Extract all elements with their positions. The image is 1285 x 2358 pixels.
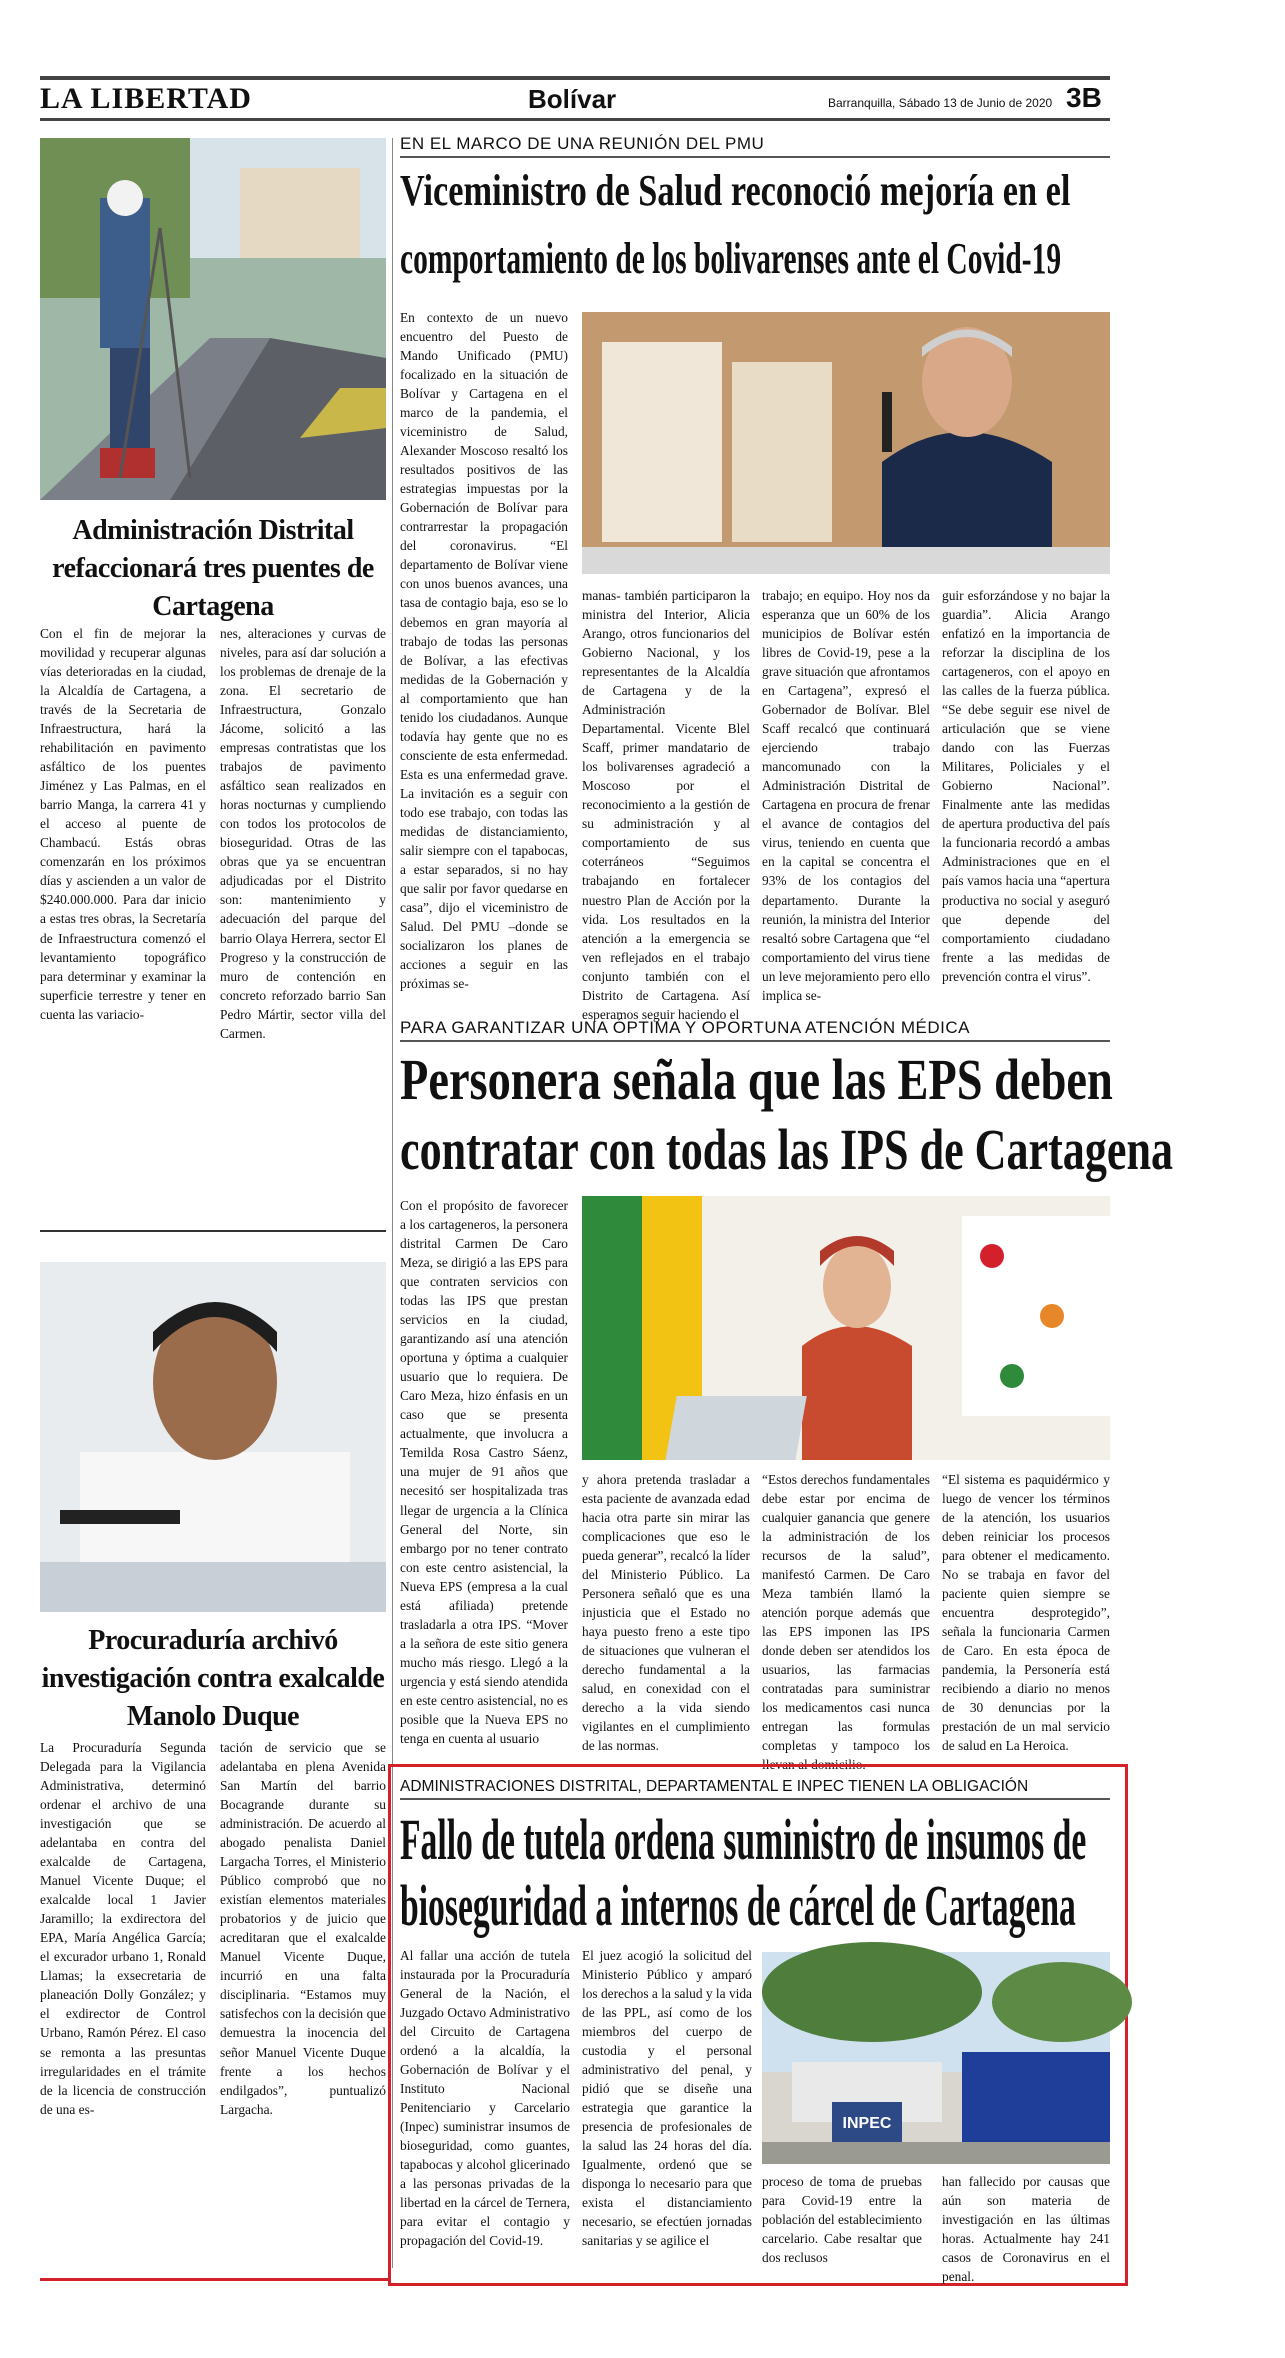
page-number: 3B: [1066, 82, 1102, 113]
story1-col2: manas- también participaron la ministra del Interior, Alicia Arango, otros funcionarios del Gobierno Nacional, y los representantes de la Alcaldía de Cartagena y de la Administración Departamental. Vicente Blel Scaff, primer mandatario de los bolivarenses agradeció a Moscoso por el reconocimiento a la gestión de su administración y al comportamiento de sus coterráneos “Seguimos trabajando en fortalecer nuestro Plan de Acción por la vida. Los resultados en la atención a la emergencia se ven reflejados en el trabajo conjunto también con el Distrito de Cartagena. Así esperamos seguir haciendo el: [582, 588, 750, 1022]
left-story1-col2: nes, alteraciones y curvas de niveles, para así dar solución a los problemas de drenaje de la zona. El secretario de Infraestructura, Gonzalo Jácome, solicitó a las empresas contratistas que los trabajos de pavimento asfáltico sean realizados en horas nocturnas y cumpliendo con todos los protocolos de bioseguridad. Otras de las obras que ya se encuentran adjudicadas por el Distrito son: mantenimiento y adecuación del parque del barrio Olaya Herrera, sector El Progreso y la construcción de muro de contención en concreto reforzado barrio San Pedro Mártir, sector villa del Carmen.: [220, 626, 386, 1041]
left-divider: [40, 1230, 386, 1232]
story3-headline-line2: bioseguridad a internos de cárcel de Cartagena: [400, 1873, 1076, 1938]
left-story2-col1: La Procuraduría Segunda Delegada para la Vigilancia Administrativa, determinó ordenar el archivo de una investigación que se adelantaba en contra del exalcalde de Cartagena, Manuel Vicente Duque; el exalcalde local 1 Javier Jaramillo; la exdirectora del EPA, María Angélica García; el excurador urbano 1, Ronald Llamas; la exsecretaria de planeación Dolly González; y el exdirector de Control Urbano, Ramón Pérez. El caso se remonta a las presuntas irregularidades en el trámite de la licencia de construcción de una es-: [40, 1740, 206, 2117]
story1-col3: trabajo; en equipo. Hoy nos da esperanza que un 60% de los municipios de Bolívar estén libres de Covid-19, pese a la grave situación que afrontamos en Cartagena”, expresó el Gobernador de Bolívar. Blel Scaff recalcó que continuará ejerciendo trabajo mancomunado con la Administración Distrital de Cartagena en procura de frenar el avance de contagios del virus, teniendo en cuenta que en la capital se concentra el 93% de los contagios del departamento. Durante la reunión, la ministra del Interior resaltó sobre Cartagena que “el comportamiento del virus tiene un leve mejoramiento pero ello implica se-: [762, 588, 930, 1003]
story2-headline-line1: Personera señala que las EPS deben: [400, 1047, 1113, 1112]
story2-col2: y ahora pretenda trasladar a esta paciente de avanzada edad hacia otra parte sin mirar las complicaciones que eso le pueda generar”, recalcó la líder del Ministerio Público. La Personera señaló que es una injusticia que el Estado no haya puesto freno a este tipo de situaciones que vulneran el derecho fundamental a la salud, en conexidad con el derecho a la vida siendo vigilantes en el cumplimiento de las normas.: [582, 1472, 750, 1754]
story3-col1: Al fallar una acción de tutela instaurada por la Procuraduría General de la Nación, el Juzgado Octavo Administrativo del Circuito de Cartagena ordenó a la alcaldía, la Gobernación de Bolívar y el Instituto Nacional Penitenciario y Carcelario (Inpec) suministrar insumos de bioseguridad, como guantes, tapabocas y alcohol glicerinado a las personas privadas de la libertad en la cárcel de Ternera, para evitar el contagio y propagación del Covid-19.: [400, 1948, 570, 2249]
inpec-sign: INPEC: [842, 2115, 892, 2132]
left-story2-col2: tación de servicio que se adelantaba en plena Avenida San Martín del barrio Bocagrande durante su administración. De acuerdo al abogado penalista Daniel Largacha Torres, el Ministerio Público comprobó que no existían elementos materiales probatorios y de juicio que acreditaran que el exalcalde Manuel Vicente Duque, incurrió en una falta disciplinaria. “Estamos muy satisfechos con la decisión que demuestra la inocencia del señor Manuel Vicente Duque frente a los hechos endilgados”, puntualizó Largacha.: [220, 1740, 386, 2117]
story1-kicker: EN EL MARCO DE UNA REUNIÓN DEL PMU: [400, 134, 1110, 158]
personera-photo: [582, 1196, 1110, 1460]
story2-kicker: PARA GARANTIZAR UNA ÓPTIMA Y OPORTUNA ATENCIÓN MÉDICA: [400, 1018, 1110, 1042]
ex-mayor-photo: [40, 1262, 386, 1612]
story2-col4: “El sistema es paquidérmico y luego de vencer los términos de la atención, los usuarios deben reiniciar los procesos para obtener el medicamento. No se trabaja en favor del paciente quien siempre se encuentra desprotegido”, señala la funcionaria Carmen de Caro. En esta época de pandemia, la Personería está recibiendo a diario no menos de 30 denuncias por la prestación de un mal servicio de salud en La Heroica.: [942, 1472, 1110, 1754]
viceminister-photo: [582, 312, 1110, 574]
story2-intro-col: Con el propósito de favorecer a los cartageneros, la personera distrital Carmen De Caro Meza, se dirigió a las EPS para que contraten servicios con todas las IPS que prestan servicios en la ciudad, garantizando así una atención oportuna y óptima a cualquier usuario que lo requiera. De Caro Meza, hizo énfasis en un caso que se presenta actualmente, que involucra a Temilda Rosa Castro Sáenz, una mujer de 91 años que necesitó ser hospitalizada tras llegar de urgencia a la Clínica General del Norte, sin embargo por no tener contrato con este centro asistencial, la Nueva EPS (empresa a la cual está afiliada) pretende trasladarla a otra IPS. “Mover a la señora de este sitio genera mucho más riesgo. Llegó a la urgencia y está siendo atendida en este centro asistencial, no es posible que la Nueva EPS no tenga en cuenta al usuario: [400, 1198, 568, 1746]
section-name: Bolívar: [528, 84, 617, 114]
story2-col3: “Estos derechos fundamentales debe estar por encima de cualquier ganancia que genere la administración de los recursos de la salud”, manifestó Carmen. De Caro Meza también llamó la atención porque además que las EPS imponen las IPS donde deben ser atendidos los usuarios, las farmacias contratadas para suministrar los medicamentos casi nunca entregan las formulas completas y tampoco los llevan al domicilio.: [762, 1472, 930, 1773]
left-story1-col1: Con el fin de mejorar la movilidad y recuperar algunas vías deterioradas en la ciudad, la Alcaldía de Cartagena, a través de la Secretaria de Infraestructura, hará la rehabilitación en pavimento asfáltico de los puentes Jiménez y Las Palmas, en el barrio Manga, la carrera 41 y el acceso al puente de Chambacú. Estás obras comenzarán en los próximos días y ascienden a un valor de $240.000.000. Para dar inicio a estas tres obras, la Secretaría de Infraestructura comenzó el levantamiento topográfico para determinar y examinar la superficie terrestre y tener en cuenta las variacio-: [40, 626, 206, 1022]
bridge-survey-photo: [40, 138, 386, 500]
story1-headline-line2: comportamiento de los bolivarenses ante el Covid-19: [400, 234, 1062, 283]
left-story2-headline: Procuraduría archivó investigación contra exalcalde Manolo Duque: [41, 1625, 385, 1732]
story1-intro-col: En contexto de un nuevo encuentro del Puesto de Mando Unificado (PMU) focalizado en la situación de Bolívar y Cartagena en el marco de la pandemia, el viceministro de Salud, Alexander Moscoso resaltó los resultados positivos de las estrategias impuestas por la Gobernación de Bolívar para contrarrestar la propagación del coronavirus. “El departamento de Bolívar viene con unos buenos avances, una tasa de contagio baja, eso se lo debemos en gran mayoría al trabajo de todas las personas de Bolívar, a las efectivas medidas de la Gobernación y al comportamiento que han tenido los ciudadanos. Aunque todavía hay gente que no es consciente de esta enfermedad. Esta es una enfermedad grave. La invitación es a seguir con todo ese trabajo, con todas las medidas de distanciamiento, salir siempre con el tapabocas, a estar separados, si no hay que salir por favor quedarse en casa”, dijo el viceministro de Salud. Del PMU –donde se socializaron los planes de acciones a seguir en las próximas se-: [400, 310, 568, 992]
left-story1-headline: Administración Distrital refaccionará tres puentes de Cartagena: [52, 515, 374, 622]
story3-col2: El juez acogió la solicitud del Ministerio Público y amparó los derechos a la salud y la vida de las PPL, así como de los miembros del cuerpo de custodia y el personal administrativo del penal, y pidió que se diseñe una estrategia que garantice la presencia de profesionales de la salud las 24 horas del día. Igualmente, ordenó que se disponga lo necesario para que exista el distanciamiento necesario, se efectúen jornadas sanitarias y se agilice el: [582, 1948, 752, 2249]
story2-headline-line2: contratar con todas las IPS de Cartagena: [400, 1117, 1174, 1182]
story3-kicker: ADMINISTRACIONES DISTRITAL, DEPARTAMENTAL E INPEC TIENEN LA OBLIGACIÓN: [400, 1778, 1110, 1800]
story1-col4: guir esforzándose y no bajar la guardia”. Alicia Arango enfatizó en la importancia de reforzar la disciplina de los cartageneros, con el apoyo en las calles de la fuerza pública. “Se debe seguir ese nivel de articulación que se viene dando con las Fuerzas Militares, Policiales y el Gobierno Nacional”. Finalmente ante las medidas de apertura productiva del país la funcionaria recordó a ambas Administraciones que en el país vamos hacia una “apertura productiva no social y aseguró que depende del comportamiento ciudadano frente a las medidas de prevención contra el virus”.: [942, 588, 1110, 984]
masthead-title: LA LIBERTAD: [40, 82, 252, 115]
story3-col3: proceso de toma de pruebas para Covid-19 entre la población del establecimiento carcelario. Cabe resaltar que dos reclusos: [762, 2174, 922, 2266]
issue-date: Barranquilla, Sábado 13 de Junio de 2020: [828, 96, 1053, 110]
story3-headline-line1: Fallo de tutela ordena suministro de insumos de: [400, 1807, 1087, 1872]
prison-photo: [762, 1952, 1110, 2164]
story1-headline-line1: Viceministro de Salud reconoció mejoría en el: [400, 166, 1071, 215]
story3-col4: han fallecido por causas que aún son materia de investigación en las últimas horas. Actualmente hay 241 casos de Coronavirus en el penal.: [942, 2174, 1110, 2285]
left-red-underline: [40, 2278, 390, 2281]
